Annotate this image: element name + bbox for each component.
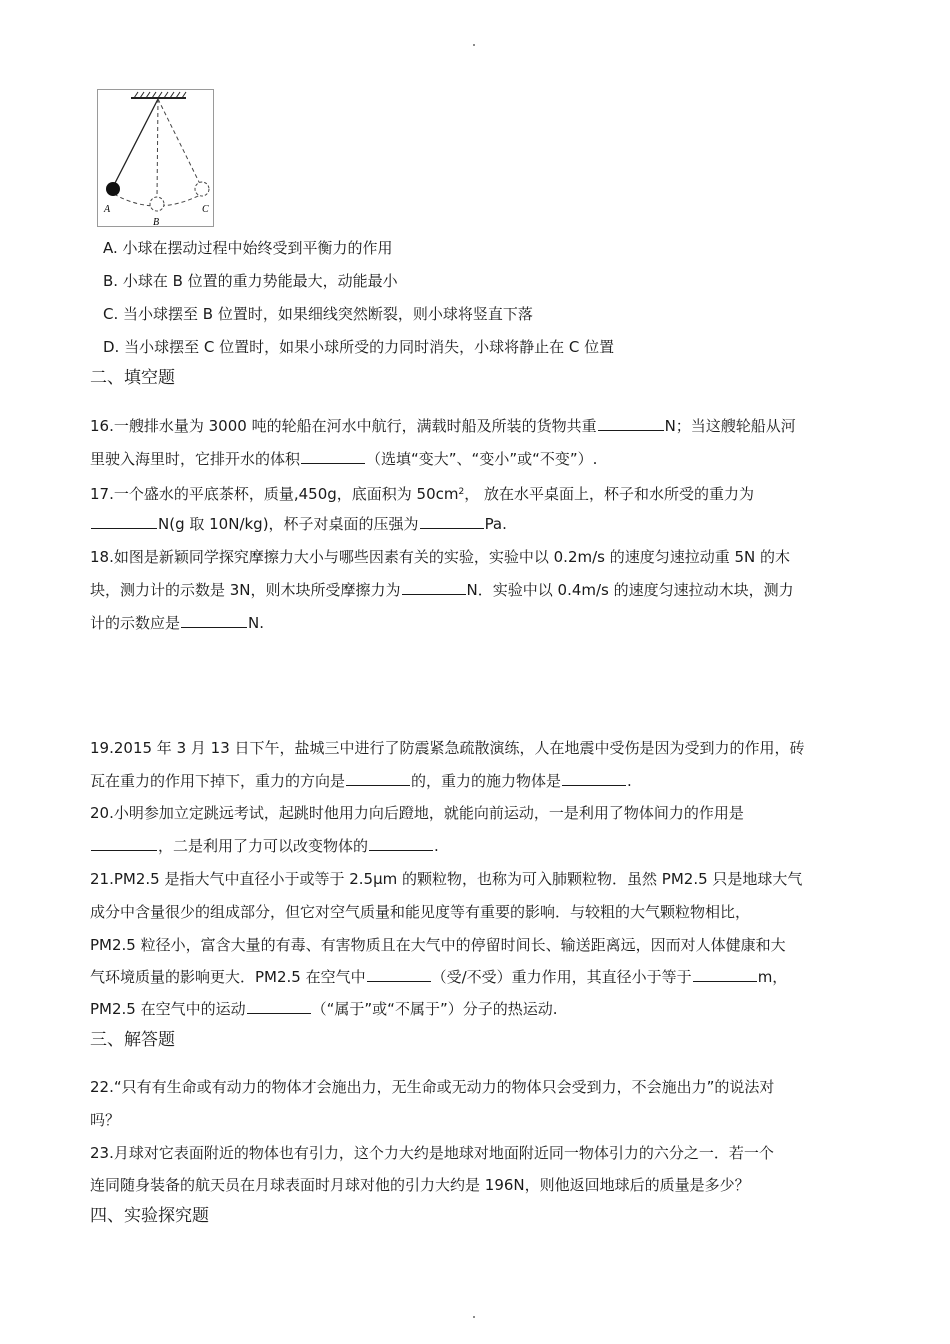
- label-b: B: [153, 217, 160, 226]
- q23-line2: 连同随身装备的航天员在月球表面时月球对他的引力大约是 196N，则他返回地球后的质量是多少？: [90, 1176, 750, 1194]
- q21-blank-2[interactable]: [693, 967, 757, 982]
- option-a: A. 小球在摆动过程中始终受到平衡力的作用: [103, 239, 393, 257]
- q16-line2: [90, 449, 865, 469]
- label-a: A: [104, 204, 111, 215]
- q21-text: PM2.5 在空气中的运动: [90, 1000, 246, 1018]
- q21-text: （受/不受）重力作用，其直径小于等于: [431, 968, 692, 986]
- q19-text: .: [627, 772, 632, 790]
- q21-line4: [90, 967, 865, 987]
- footer-dot: [473, 1316, 475, 1318]
- q16-line1: [90, 416, 865, 436]
- q21-line1: 21.PM2.5 是指大气中直径小于或等于 2.5μm 的颗粒物，也称为可入肺颗粒物．虽然 PM2.5 只是地球大气: [90, 870, 803, 888]
- q20-text: ，二是利用了力可以改变物体的: [158, 837, 369, 855]
- q21-text: m，: [757, 968, 788, 986]
- section-experiment-heading: 四、实验探究题: [90, 1206, 209, 1226]
- q17-blank-1[interactable]: [91, 514, 157, 529]
- q18-line3: [90, 613, 865, 633]
- q20-blank-1[interactable]: [91, 836, 157, 851]
- q21-blank-1[interactable]: [367, 967, 431, 982]
- section-fill-heading: 二、填空题: [90, 368, 175, 388]
- q20-blank-2[interactable]: [369, 836, 433, 851]
- q18-text: N．实验中以 0.4m/s 的速度匀速拉动木块，测力: [466, 581, 794, 599]
- q17-blank-2[interactable]: [420, 514, 484, 529]
- q18-blank-1[interactable]: [402, 580, 466, 595]
- q17-line2: [90, 514, 865, 534]
- label-c: C: [202, 204, 209, 215]
- section-answer-heading: 三、解答题: [90, 1030, 175, 1050]
- q18-blank-2[interactable]: [181, 613, 247, 628]
- q17-text: N(g 取 10N/kg)，杯子对桌面的压强为: [158, 515, 419, 533]
- q16-text: 16.一艘排水量为 3000 吨的轮船在河水中航行，满载时船及所装的货物共重: [90, 417, 597, 435]
- q21-line5: [90, 999, 865, 1019]
- q19-line1: 19.2015 年 3 月 13 日下午，盐城三中进行了防震紧急疏散演练，人在地震中受伤是因为受到力的作用，砖: [90, 739, 805, 757]
- pendulum-figure: [97, 89, 214, 227]
- q19-line2: [90, 771, 865, 791]
- option-c: C. 当小球摆至 B 位置时，如果细线突然断裂，则小球将竖直下落: [103, 305, 533, 323]
- q16-blank-1[interactable]: [598, 416, 664, 431]
- q21-text: 气环境质量的影响更大．PM2.5 在空气中: [90, 968, 366, 986]
- q23-line1: 23.月球对它表面附近的物体也有引力，这个力大约是地球对地面附近同一物体引力的六分之一．若一个: [90, 1144, 774, 1162]
- q21-blank-3[interactable]: [247, 999, 311, 1014]
- q18-text: N.: [248, 614, 265, 632]
- q22-line2: 吗？: [90, 1111, 121, 1129]
- q16-text: N；当这艘轮船从河: [664, 417, 796, 435]
- q19-blank-2[interactable]: [562, 771, 626, 786]
- q16-text: 里驶入海里时，它排开水的体积: [90, 450, 301, 468]
- q21-text: （“属于”或“不属于”）分子的热运动.: [311, 1000, 558, 1018]
- q18-line2: [90, 580, 865, 600]
- q18-text: 计的示数应是: [90, 614, 181, 632]
- q20-line2: [90, 836, 865, 856]
- option-b: B. 小球在 B 位置的重力势能最大，动能最小: [103, 272, 398, 290]
- q21-line2: 成分中含量很少的组成部分，但它对空气质量和能见度等有重要的影响．与较粗的大气颗粒物相比，: [90, 903, 751, 921]
- q17-text: ， 放在水平桌面上，杯子和水所受的重力为: [464, 485, 755, 503]
- q17-text: Pa.: [484, 515, 507, 533]
- q17-line1: [90, 482, 865, 504]
- q21-line3: PM2.5 粒径小，富含大量的有毒、有害物质且在大气中的停留时间长、输送距离远，因而对人体健康和大: [90, 936, 786, 954]
- q17-text: 17.一个盛水的平底茶杯，质量,450g，底面积为 50cm: [90, 485, 459, 503]
- q19-text: 的，重力的施力物体是: [411, 772, 562, 790]
- q20-text: .: [434, 837, 439, 855]
- q19-blank-1[interactable]: [346, 771, 410, 786]
- q20-line1: 20.小明参加立定跳远考试，起跳时他用力向后蹬地，就能向前运动，一是利用了物体间力的作用是: [90, 804, 744, 822]
- q19-text: 瓦在重力的作用下掉下，重力的方向是: [90, 772, 346, 790]
- q18-line1: 18.如图是新颖同学探究摩擦力大小与哪些因素有关的实验，实验中以 0.2m/s 的速度匀速拉动重 5N 的木: [90, 548, 791, 566]
- q18-text: 块，测力计的示数是 3N，则木块所受摩擦力为: [90, 581, 401, 599]
- q22-line1: 22.“只有有生命或有动力的物体才会施出力，无生命或无动力的物体只会受到力，不会施出力”的说法对: [90, 1078, 775, 1096]
- q16-text: （选填“变大”、“变小”或“不变”）.: [366, 450, 598, 468]
- q17-superscript: 2: [458, 487, 465, 497]
- header-dot: [473, 44, 475, 46]
- option-d: D. 当小球摆至 C 位置时，如果小球所受的力同时消失，小球将静止在 C 位置: [103, 338, 615, 356]
- q16-blank-2[interactable]: [301, 449, 365, 464]
